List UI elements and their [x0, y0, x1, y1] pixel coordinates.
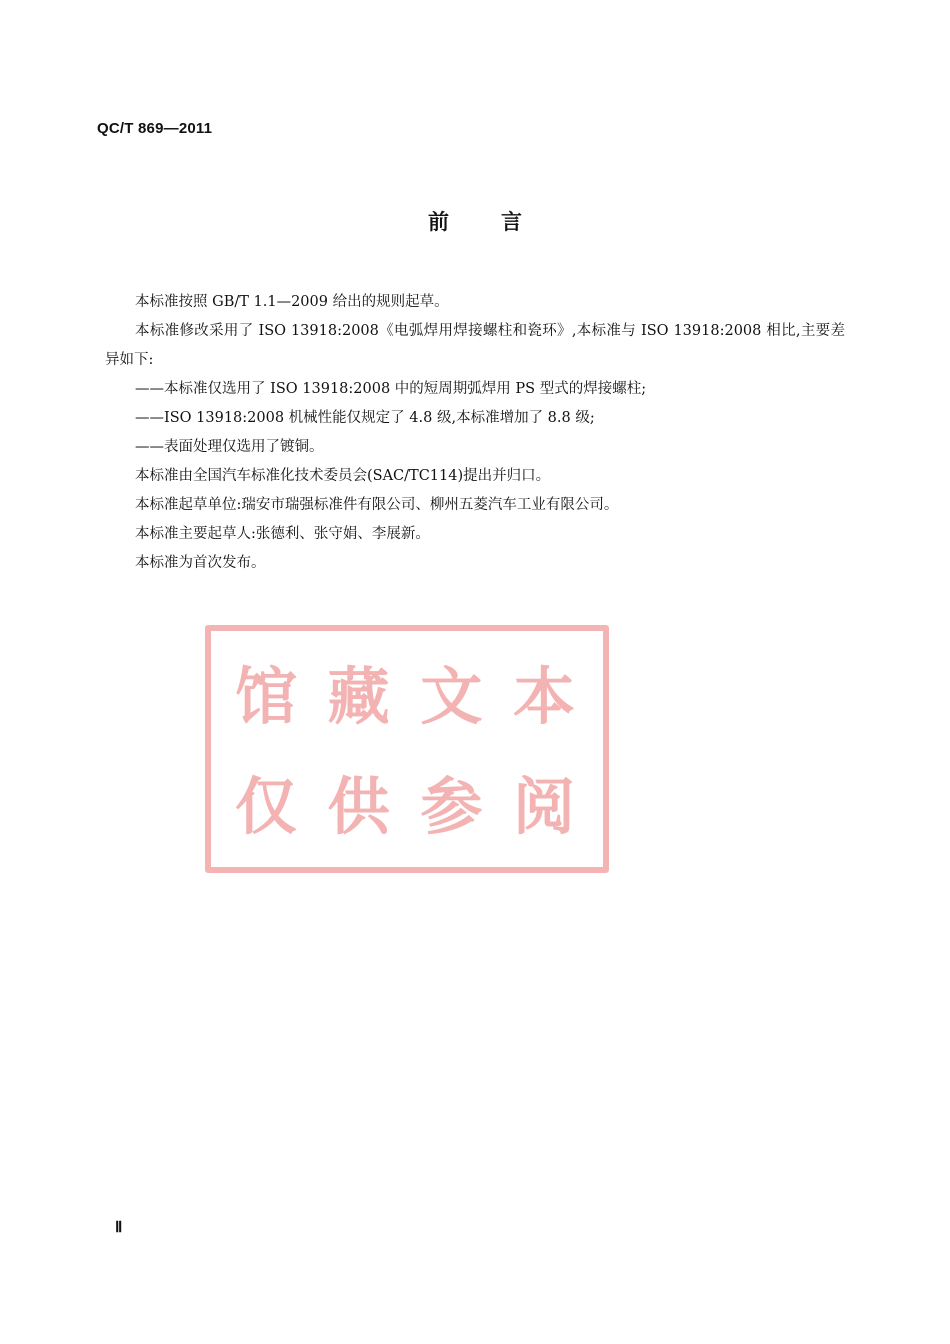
section-title: [0, 206, 950, 236]
stamp-char: 文: [420, 660, 483, 733]
document-code: QC/T 869—2011: [97, 120, 213, 137]
page-number: Ⅱ: [115, 1220, 123, 1236]
library-stamp: [205, 625, 605, 870]
stamp-char: 阅: [512, 770, 575, 843]
paragraph: 本标准主要起草人:张德利、张守娟、李展新。: [135, 526, 430, 542]
stamp-char: 供: [327, 770, 390, 843]
paragraph: 本标准由全国汽车标准化技术委员会(SAC/TC114)提出并归口。: [135, 468, 551, 484]
paragraph: 本标准修改采用了 ISO 13918:2008《电弧焊用焊接螺柱和瓷环》,本标准与 ISO 13918:2008 相比,主要差异如下:: [105, 323, 845, 368]
title-char-1: 前: [428, 210, 449, 234]
difference-item: ——本标准仅选用了 ISO 13918:2008 中的短周期弧焊用 PS 型式的焊接螺柱;: [135, 381, 647, 397]
title-char-2: 言: [501, 210, 522, 234]
stamp-char: 藏: [327, 660, 390, 733]
stamp-row-2: [235, 757, 575, 846]
stamp-char: 参: [420, 770, 483, 843]
difference-item: ——表面处理仅选用了镀铜。: [135, 439, 324, 455]
paragraph: 本标准为首次发布。: [135, 555, 266, 571]
paragraph: 本标准按照 GB/T 1.1—2009 给出的规则起草。: [135, 294, 449, 310]
stamp-char: 仅: [235, 770, 298, 843]
stamp-row-1: [235, 647, 575, 736]
paragraph: 本标准起草单位:瑞安市瑞强标准件有限公司、柳州五菱汽车工业有限公司。: [135, 497, 619, 513]
stamp-char: 本: [512, 660, 575, 733]
foreword-body: [105, 288, 845, 578]
stamp-char: 馆: [235, 660, 298, 733]
difference-item: ——ISO 13918:2008 机械性能仅规定了 4.8 级,本标准增加了 8.8 级;: [135, 410, 595, 426]
